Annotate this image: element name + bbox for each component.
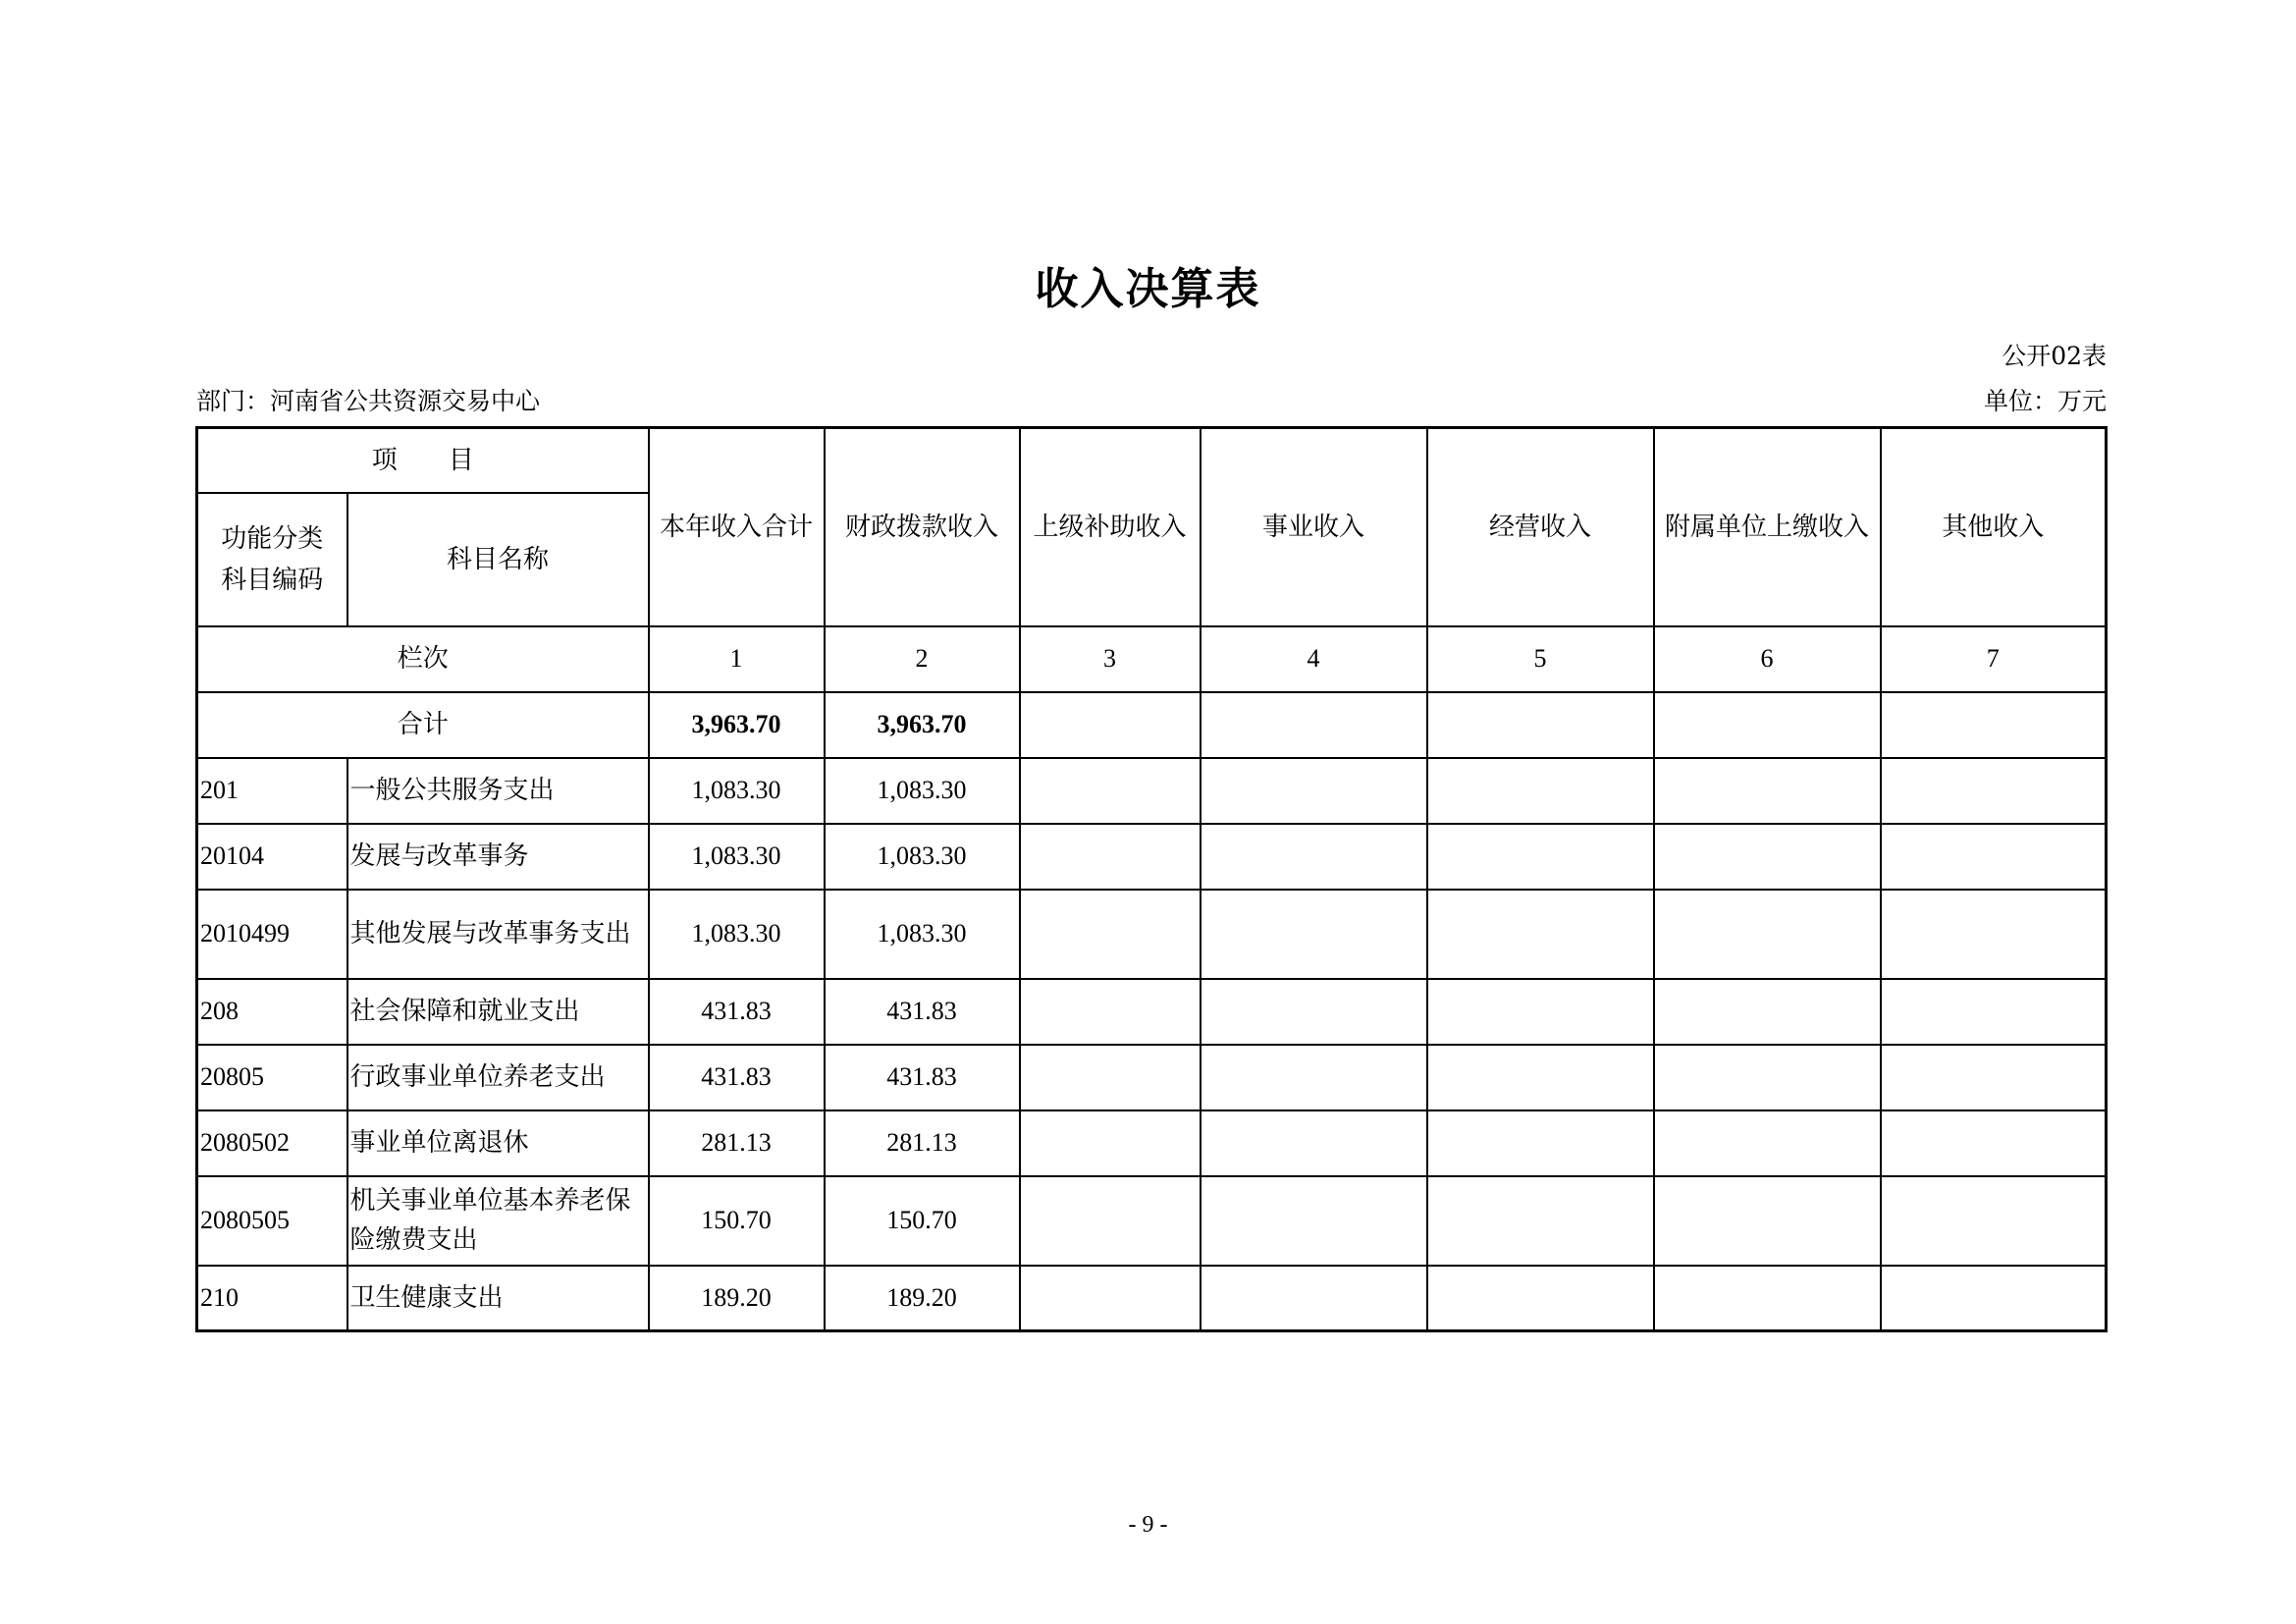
index-label: 栏次: [197, 626, 649, 692]
index-cell: 7: [1881, 626, 2107, 692]
row-value: 150.70: [825, 1176, 1020, 1266]
row-value: [1881, 979, 2107, 1045]
row-value: [1427, 1176, 1654, 1266]
header-row-1: [197, 428, 2107, 493]
row-value: [1654, 890, 1881, 979]
row-value: [1881, 1110, 2107, 1176]
header-col-5: 经营收入: [1427, 428, 1654, 626]
header-name: 科目名称: [347, 493, 649, 626]
row-value: [1201, 1266, 1427, 1331]
row-value: [1881, 1176, 2107, 1266]
table-row: [197, 979, 2107, 1045]
row-value: [1654, 1176, 1881, 1266]
row-value: [1654, 758, 1881, 824]
row-value: 431.83: [825, 979, 1020, 1045]
header-col-6: 附属单位上缴收入: [1654, 428, 1881, 626]
row-code: 208: [197, 979, 347, 1045]
total-cell: 3,963.70: [649, 692, 825, 758]
index-cell: 6: [1654, 626, 1881, 692]
row-value: [1201, 890, 1427, 979]
row-value: [1654, 824, 1881, 890]
table-row: [197, 1045, 2107, 1110]
row-value: 431.83: [649, 1045, 825, 1110]
index-cell: 1: [649, 626, 825, 692]
header-col-4: 事业收入: [1201, 428, 1427, 626]
row-value: [1427, 824, 1654, 890]
table-row: [197, 824, 2107, 890]
total-cell: [1201, 692, 1427, 758]
header-item: 项 目: [197, 428, 649, 493]
row-value: [1654, 979, 1881, 1045]
row-name: 社会保障和就业支出: [347, 979, 649, 1045]
page-number: - 9 -: [1128, 1512, 1168, 1538]
row-value: [1020, 758, 1201, 824]
total-cell: [1654, 692, 1881, 758]
total-row: [197, 692, 2107, 758]
row-value: [1201, 1045, 1427, 1110]
row-value: [1020, 1266, 1201, 1331]
row-name: 行政事业单位养老支出: [347, 1045, 649, 1110]
header-code: 功能分类 科目编码: [197, 493, 347, 626]
row-value: 1,083.30: [825, 890, 1020, 979]
row-value: [1654, 1045, 1881, 1110]
total-cell: 3,963.70: [825, 692, 1020, 758]
index-cell: 5: [1427, 626, 1654, 692]
row-name: 机关事业单位基本养老保险缴费支出: [347, 1176, 649, 1266]
row-value: 1,083.30: [825, 824, 1020, 890]
row-value: [1654, 1266, 1881, 1331]
row-value: [1427, 758, 1654, 824]
table-row: [197, 1176, 2107, 1266]
row-value: [1427, 1266, 1654, 1331]
row-value: [1020, 1176, 1201, 1266]
row-value: [1201, 979, 1427, 1045]
row-value: [1427, 979, 1654, 1045]
row-value: 1,083.30: [825, 758, 1020, 824]
total-label: 合计: [197, 692, 649, 758]
row-value: [1427, 1110, 1654, 1176]
row-value: [1881, 890, 2107, 979]
row-value: 150.70: [649, 1176, 825, 1266]
row-value: [1020, 890, 1201, 979]
row-value: [1427, 1045, 1654, 1110]
row-value: [1020, 979, 1201, 1045]
row-value: [1020, 1045, 1201, 1110]
row-value: [1881, 1266, 2107, 1331]
total-cell: [1881, 692, 2107, 758]
table-row: [197, 1266, 2107, 1331]
row-value: 431.83: [649, 979, 825, 1045]
total-cell: [1020, 692, 1201, 758]
index-cell: 3: [1020, 626, 1201, 692]
row-code: 2080502: [197, 1110, 347, 1176]
header-col-1: 本年收入合计: [649, 428, 825, 626]
row-value: [1654, 1110, 1881, 1176]
row-code: 210: [197, 1266, 347, 1331]
row-value: [1201, 1176, 1427, 1266]
row-value: 1,083.30: [649, 824, 825, 890]
total-cell: [1427, 692, 1654, 758]
row-value: [1020, 824, 1201, 890]
row-name: 一般公共服务支出: [347, 758, 649, 824]
index-cell: 4: [1201, 626, 1427, 692]
row-value: [1201, 824, 1427, 890]
row-name: 卫生健康支出: [347, 1266, 649, 1331]
header-col-7: 其他收入: [1881, 428, 2107, 626]
form-number: 公开02表: [2002, 342, 2107, 370]
row-value: 189.20: [649, 1266, 825, 1331]
header-col-2: 财政拨款收入: [825, 428, 1020, 626]
row-code: 2010499: [197, 890, 347, 979]
row-value: [1881, 824, 2107, 890]
row-name: 其他发展与改革事务支出: [347, 890, 649, 979]
row-value: 1,083.30: [649, 890, 825, 979]
row-value: 281.13: [825, 1110, 1020, 1176]
row-name: 发展与改革事务: [347, 824, 649, 890]
index-cell: 2: [825, 626, 1020, 692]
row-value: [1201, 1110, 1427, 1176]
unit-label: 单位：万元: [1983, 387, 2107, 415]
table-row: [197, 1110, 2107, 1176]
income-report-table: [195, 426, 2108, 1332]
row-value: [1881, 758, 2107, 824]
index-row: [197, 626, 2107, 692]
row-code: 20805: [197, 1045, 347, 1110]
row-value: [1427, 890, 1654, 979]
row-value: 431.83: [825, 1045, 1020, 1110]
row-value: [1881, 1045, 2107, 1110]
row-value: 281.13: [649, 1110, 825, 1176]
row-value: 1,083.30: [649, 758, 825, 824]
row-code: 20104: [197, 824, 347, 890]
row-code: 201: [197, 758, 347, 824]
row-value: [1020, 1110, 1201, 1176]
header-col-3: 上级补助收入: [1020, 428, 1201, 626]
department-label: 部门：河南省公共资源交易中心: [196, 387, 541, 415]
page-title: 收入决算表: [1035, 264, 1261, 314]
row-value: 189.20: [825, 1266, 1020, 1331]
table-row: [197, 890, 2107, 979]
row-code: 2080505: [197, 1176, 347, 1266]
row-value: [1201, 758, 1427, 824]
row-name: 事业单位离退休: [347, 1110, 649, 1176]
table-row: [197, 758, 2107, 824]
